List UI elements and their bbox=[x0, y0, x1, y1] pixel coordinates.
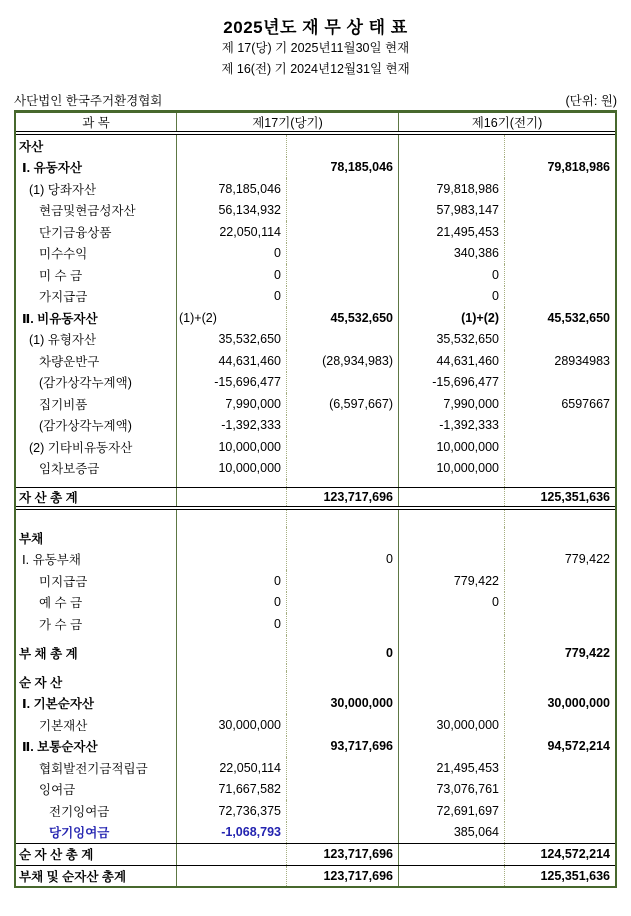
account-label: 집기비품 bbox=[16, 393, 177, 415]
table-row bbox=[16, 527, 615, 549]
column-header-account: 과 목 bbox=[16, 113, 177, 131]
amount-cell bbox=[505, 479, 615, 487]
table-row bbox=[16, 757, 615, 779]
amount-cell: 45,532,650 bbox=[547, 310, 610, 325]
account-label: Ⅰ. 유동자산 bbox=[16, 157, 177, 179]
table-row bbox=[16, 393, 615, 415]
account-label: 미수수익 bbox=[16, 243, 177, 265]
amount-cell: 35,532,650 bbox=[177, 329, 287, 351]
account-label: 순 자 산 총 계 bbox=[16, 844, 177, 865]
amount-cell bbox=[287, 372, 399, 394]
amount-cell: 22,050,114 bbox=[177, 757, 287, 779]
amount-cell bbox=[177, 157, 287, 179]
account-label bbox=[16, 510, 177, 527]
amount-cell: 79,818,986 bbox=[399, 178, 505, 200]
account-label: 미지급금 bbox=[16, 570, 177, 592]
amount-cell bbox=[505, 243, 615, 265]
spacer-row bbox=[16, 664, 615, 671]
table-row bbox=[16, 592, 615, 614]
account-label: 기본재산 bbox=[16, 714, 177, 736]
amount-cell bbox=[177, 479, 287, 487]
table-row bbox=[16, 487, 615, 510]
amount-cell: 45,532,650 bbox=[287, 307, 399, 329]
amount-cell bbox=[287, 635, 399, 643]
amount-cell bbox=[505, 372, 615, 394]
account-label: 차량운반구 bbox=[16, 350, 177, 372]
amount-cell bbox=[287, 510, 399, 527]
amount-cell bbox=[505, 592, 615, 614]
amount-cell: 30,000,000 bbox=[177, 714, 287, 736]
amount-cell: 123,717,696 bbox=[287, 844, 399, 865]
amount-cell bbox=[505, 570, 615, 592]
account-label: 예 수 금 bbox=[16, 592, 177, 614]
amount-cell bbox=[399, 488, 505, 506]
table-row bbox=[16, 865, 615, 887]
amount-cell bbox=[287, 436, 399, 458]
amount-cell bbox=[287, 757, 399, 779]
account-label: 자 산 총 계 bbox=[16, 488, 177, 506]
table-row bbox=[16, 178, 615, 200]
column-header-current-period: 제17기(당기) bbox=[177, 113, 399, 131]
amount-cell bbox=[505, 458, 615, 480]
amount-cell: 0 bbox=[399, 592, 505, 614]
amount-cell bbox=[505, 635, 615, 643]
amount-cell bbox=[287, 527, 399, 549]
account-label: 임차보증금 bbox=[16, 458, 177, 480]
amount-cell: (1)+(2) bbox=[177, 307, 287, 329]
amount-cell: 779,422 bbox=[399, 570, 505, 592]
amount-cell bbox=[505, 178, 615, 200]
table-row bbox=[16, 714, 615, 736]
amount-cell: 0 bbox=[177, 592, 287, 614]
amount-cell: -15,696,477 bbox=[399, 372, 505, 394]
amount-cell bbox=[505, 436, 615, 458]
table-row bbox=[16, 329, 615, 351]
table-row bbox=[16, 613, 615, 635]
amount-cell: 125,351,636 bbox=[540, 490, 610, 504]
amount-cell bbox=[399, 671, 505, 693]
amount-cell bbox=[177, 844, 287, 865]
amount-cell bbox=[505, 135, 615, 157]
account-label: Ⅱ. 보통순자산 bbox=[16, 736, 177, 758]
amount-cell bbox=[505, 264, 615, 286]
amount-cell: 30,000,000 bbox=[547, 696, 610, 711]
account-label: 협회발전기금적립금 bbox=[16, 757, 177, 779]
amount-cell bbox=[505, 613, 615, 635]
table-row bbox=[16, 643, 615, 665]
amount-cell: 44,631,460 bbox=[399, 350, 505, 372]
amount-cell bbox=[287, 714, 399, 736]
amount-cell: 10,000,000 bbox=[399, 458, 505, 480]
amount-cell bbox=[287, 329, 399, 351]
amount-cell bbox=[177, 527, 287, 549]
table-row bbox=[16, 157, 615, 179]
amount-cell bbox=[287, 779, 399, 801]
amount-cell: 7,990,000 bbox=[177, 393, 287, 415]
amount-cell bbox=[505, 779, 615, 801]
table-row bbox=[16, 350, 615, 372]
amount-cell bbox=[177, 643, 287, 665]
amount-cell bbox=[287, 243, 399, 265]
account-label: (2) 기타비유동자산 bbox=[16, 436, 177, 458]
account-label: Ⅰ. 기본순자산 bbox=[16, 693, 177, 715]
amount-cell bbox=[287, 664, 399, 671]
amount-cell: 56,134,932 bbox=[177, 200, 287, 222]
account-label: 가 수 금 bbox=[16, 613, 177, 635]
account-label: (감가상각누계액) bbox=[16, 415, 177, 437]
amount-cell bbox=[287, 479, 399, 487]
amount-cell bbox=[505, 527, 615, 549]
amount-cell: 94,572,214 bbox=[547, 739, 610, 754]
amount-cell: 340,386 bbox=[399, 243, 505, 265]
amount-cell: (1)+(2) bbox=[399, 307, 505, 329]
amount-cell bbox=[177, 488, 287, 506]
table-row bbox=[16, 549, 615, 571]
column-header-previous-period: 제16기(전기) bbox=[471, 116, 543, 130]
amount-cell bbox=[177, 635, 287, 643]
amount-cell bbox=[287, 570, 399, 592]
account-label: 전기잉여금 bbox=[16, 800, 177, 822]
amount-cell: -1,392,333 bbox=[399, 415, 505, 437]
amount-cell bbox=[505, 664, 615, 671]
account-label bbox=[16, 635, 177, 643]
table-row bbox=[16, 822, 615, 844]
amount-cell bbox=[177, 664, 287, 671]
amount-cell: 0 bbox=[177, 286, 287, 308]
amount-cell bbox=[505, 822, 615, 844]
account-label: 부채 bbox=[16, 527, 177, 549]
amount-cell bbox=[287, 286, 399, 308]
amount-cell bbox=[399, 510, 505, 527]
table-row bbox=[16, 221, 615, 243]
amount-cell bbox=[399, 866, 505, 887]
amount-cell bbox=[287, 613, 399, 635]
amount-cell: (6,597,667) bbox=[287, 393, 399, 415]
amount-cell bbox=[399, 549, 505, 571]
account-label: (1) 당좌자산 bbox=[16, 178, 177, 200]
amount-cell bbox=[399, 527, 505, 549]
account-label: 현금및현금성자산 bbox=[16, 200, 177, 222]
amount-cell bbox=[505, 286, 615, 308]
amount-cell bbox=[399, 664, 505, 671]
table-row bbox=[16, 843, 615, 865]
amount-cell bbox=[399, 157, 505, 179]
table-row bbox=[16, 671, 615, 693]
account-label: 순 자 산 bbox=[16, 671, 177, 693]
spacer-row bbox=[16, 479, 615, 487]
account-label: Ⅰ. 유동부채 bbox=[16, 549, 177, 571]
amount-cell bbox=[287, 178, 399, 200]
amount-cell: 0 bbox=[177, 243, 287, 265]
amount-cell bbox=[399, 135, 505, 157]
amount-cell: 123,717,696 bbox=[287, 488, 399, 506]
amount-cell: 0 bbox=[287, 549, 399, 571]
spacer-row bbox=[16, 635, 615, 643]
amount-cell: 44,631,460 bbox=[177, 350, 287, 372]
table-header-row bbox=[16, 113, 615, 135]
table-row bbox=[16, 264, 615, 286]
amount-cell bbox=[287, 221, 399, 243]
amount-cell bbox=[399, 844, 505, 865]
table-row bbox=[16, 286, 615, 308]
amount-cell: 0 bbox=[177, 613, 287, 635]
balance-sheet-table bbox=[14, 110, 617, 888]
account-label bbox=[16, 664, 177, 671]
amount-cell: 10,000,000 bbox=[399, 436, 505, 458]
amount-cell bbox=[177, 736, 287, 758]
unit-label: (단위: 원) bbox=[565, 94, 617, 108]
amount-cell: 78,185,046 bbox=[177, 178, 287, 200]
amount-cell: 0 bbox=[399, 286, 505, 308]
amount-cell bbox=[505, 757, 615, 779]
amount-cell: 0 bbox=[177, 264, 287, 286]
amount-cell bbox=[177, 866, 287, 887]
table-row bbox=[16, 570, 615, 592]
table-row bbox=[16, 307, 615, 329]
amount-cell bbox=[287, 200, 399, 222]
amount-cell bbox=[505, 714, 615, 736]
amount-cell: (28,934,983) bbox=[287, 350, 399, 372]
amount-cell: 72,691,697 bbox=[399, 800, 505, 822]
amount-cell: 71,667,582 bbox=[177, 779, 287, 801]
amount-cell bbox=[505, 329, 615, 351]
amount-cell: 10,000,000 bbox=[177, 436, 287, 458]
table-row bbox=[16, 693, 615, 715]
amount-cell: 35,532,650 bbox=[399, 329, 505, 351]
amount-cell bbox=[399, 736, 505, 758]
account-label: 부채 및 순자산 총계 bbox=[16, 866, 177, 887]
amount-cell: 73,076,761 bbox=[399, 779, 505, 801]
table-row bbox=[16, 458, 615, 480]
amount-cell: 123,717,696 bbox=[287, 866, 399, 887]
table-row bbox=[16, 436, 615, 458]
table-row bbox=[16, 200, 615, 222]
account-label: (감가상각누계액) bbox=[16, 372, 177, 394]
table-row bbox=[16, 243, 615, 265]
amount-cell: 10,000,000 bbox=[177, 458, 287, 480]
amount-cell bbox=[177, 135, 287, 157]
table-row bbox=[16, 779, 615, 801]
amount-cell bbox=[399, 643, 505, 665]
amount-cell: 779,422 bbox=[564, 646, 610, 661]
organization-name: 사단법인 한국주거환경협회 bbox=[14, 94, 163, 108]
amount-cell: 124,572,214 bbox=[540, 847, 610, 862]
account-label: Ⅱ. 비유동자산 bbox=[16, 307, 177, 329]
account-label: 가지급금 bbox=[16, 286, 177, 308]
amount-cell: 0 bbox=[287, 643, 399, 665]
amount-cell bbox=[287, 592, 399, 614]
meta-row bbox=[0, 91, 631, 109]
amount-cell: 125,351,636 bbox=[540, 868, 610, 883]
amount-cell bbox=[177, 671, 287, 693]
amount-cell: 0 bbox=[399, 264, 505, 286]
amount-cell: 385,064 bbox=[399, 822, 505, 844]
table-row bbox=[16, 135, 615, 157]
account-label: (1) 유형자산 bbox=[16, 329, 177, 351]
page-title: 2025년도 재 무 상 태 표 bbox=[223, 18, 408, 37]
amount-cell: 57,983,147 bbox=[399, 200, 505, 222]
amount-cell bbox=[287, 458, 399, 480]
amount-cell: 72,736,375 bbox=[177, 800, 287, 822]
amount-cell bbox=[505, 510, 615, 527]
amount-cell bbox=[399, 635, 505, 643]
amount-cell: -1,068,793 bbox=[177, 822, 287, 844]
amount-cell bbox=[177, 549, 287, 571]
amount-cell bbox=[399, 479, 505, 487]
amount-cell: 30,000,000 bbox=[399, 714, 505, 736]
amount-cell: 7,990,000 bbox=[399, 393, 505, 415]
account-label: 자산 bbox=[16, 135, 177, 157]
amount-cell bbox=[287, 264, 399, 286]
amount-cell bbox=[287, 135, 399, 157]
period-current: 제 17(당) 기 2025년11월30일 현재 bbox=[221, 41, 410, 55]
amount-cell bbox=[177, 693, 287, 715]
amount-cell: 79,818,986 bbox=[547, 160, 610, 175]
amount-cell bbox=[505, 800, 615, 822]
amount-cell: 779,422 bbox=[564, 552, 610, 567]
amount-cell bbox=[287, 800, 399, 822]
table-row bbox=[16, 415, 615, 437]
amount-cell bbox=[505, 671, 615, 693]
account-label: 당기잉여금 bbox=[16, 822, 177, 844]
amount-cell: 6597667 bbox=[561, 396, 610, 411]
amount-cell bbox=[177, 510, 287, 527]
amount-cell: 30,000,000 bbox=[287, 693, 399, 715]
amount-cell: 22,050,114 bbox=[177, 221, 287, 243]
amount-cell: -1,392,333 bbox=[177, 415, 287, 437]
amount-cell: 28934983 bbox=[554, 353, 610, 368]
amount-cell: 21,495,453 bbox=[399, 757, 505, 779]
amount-cell bbox=[287, 415, 399, 437]
table-body bbox=[16, 135, 615, 886]
amount-cell: -15,696,477 bbox=[177, 372, 287, 394]
amount-cell bbox=[287, 822, 399, 844]
table-row bbox=[16, 736, 615, 758]
account-label: 잉여금 bbox=[16, 779, 177, 801]
amount-cell bbox=[287, 671, 399, 693]
amount-cell bbox=[505, 415, 615, 437]
table-row bbox=[16, 800, 615, 822]
spacer-row bbox=[16, 510, 615, 527]
account-label: 부 채 총 계 bbox=[16, 643, 177, 665]
amount-cell bbox=[399, 613, 505, 635]
amount-cell: 0 bbox=[177, 570, 287, 592]
amount-cell bbox=[505, 200, 615, 222]
amount-cell bbox=[399, 693, 505, 715]
amount-cell: 78,185,046 bbox=[287, 157, 399, 179]
amount-cell: 93,717,696 bbox=[287, 736, 399, 758]
amount-cell: 21,495,453 bbox=[399, 221, 505, 243]
amount-cell bbox=[505, 221, 615, 243]
table-row bbox=[16, 372, 615, 394]
account-label: 단기금융상품 bbox=[16, 221, 177, 243]
period-previous: 제 16(전) 기 2024년12월31일 현재 bbox=[221, 62, 410, 76]
account-label: 미 수 금 bbox=[16, 264, 177, 286]
account-label bbox=[16, 479, 177, 487]
